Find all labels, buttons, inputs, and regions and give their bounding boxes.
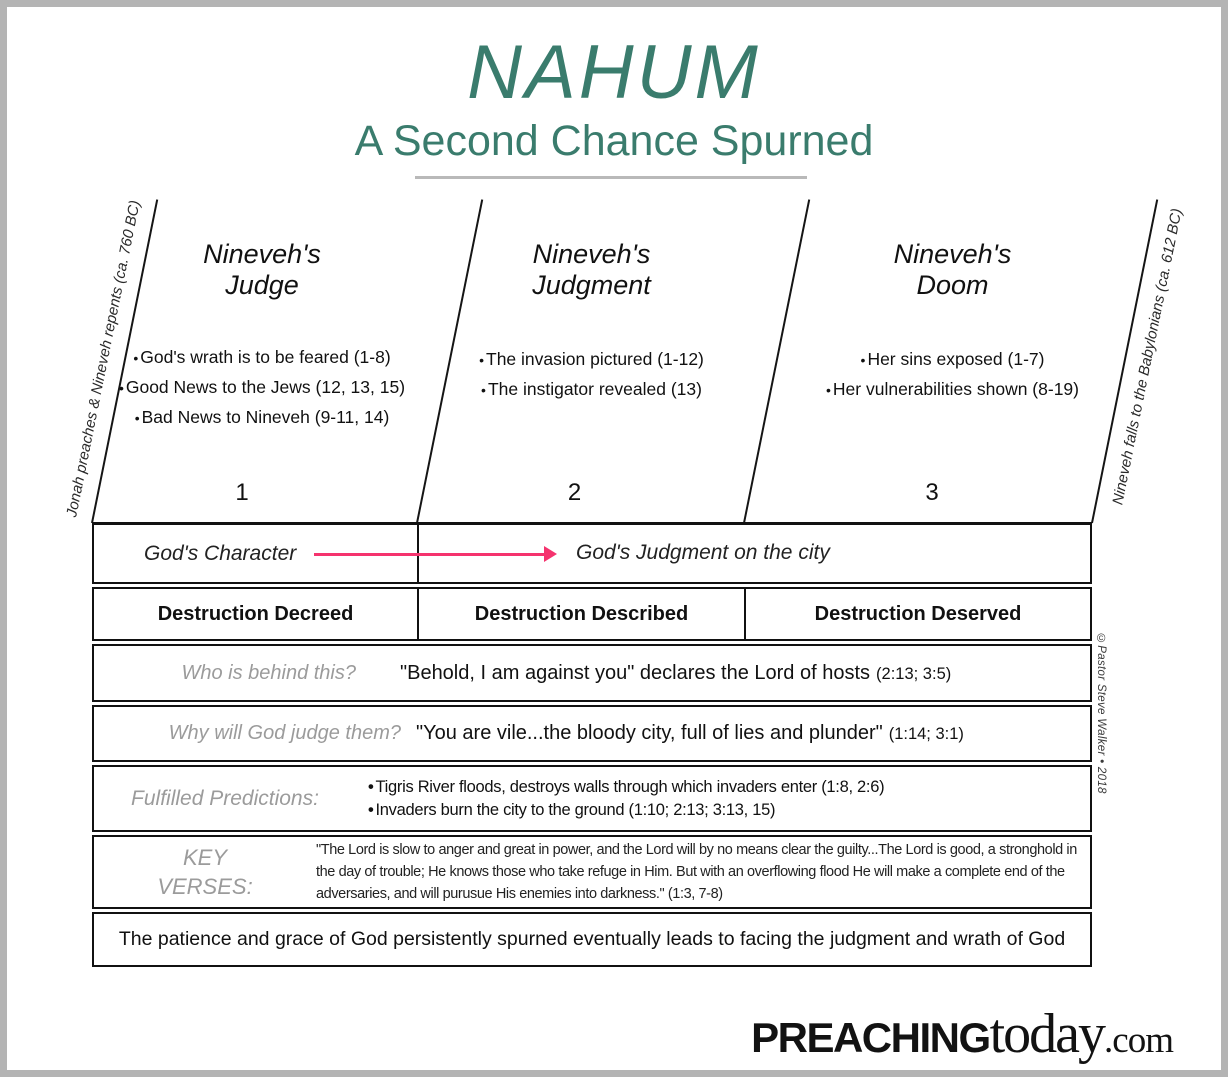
column-ninevehs-judgment [439, 239, 744, 405]
row-destruction [92, 587, 1092, 641]
column-title-line1: Nineveh's [203, 239, 321, 269]
logo-preaching: PREACHING [751, 1014, 990, 1061]
verse-reference: (2:13; 3:5) [876, 664, 952, 683]
title-underline [415, 176, 807, 179]
quote-text: "You are vile...the bloody city, full of lies and plunder" [416, 722, 883, 744]
key-verses-text: "The Lord is slow to anger and great in power, and the Lord will by no means clear the guilty...The Lord is good, a stronghold in the day of trouble; He knows those who take refuge in Him. But with an overflowing flood He will make a complete end of the adversaries, and will purusue His enemies into darkness." (1:3, 7-8) [316, 842, 1077, 902]
question-label: Who is behind this? [181, 661, 356, 684]
column-bullets [795, 345, 1110, 405]
column-title-line1: Nineveh's [893, 239, 1012, 269]
pink-arrow-line [314, 553, 546, 556]
logo-today: today [989, 1003, 1105, 1065]
gods-judgment-label: God's Judgment on the city [576, 541, 830, 564]
predictions-label: Fulfilled Predictions: [131, 786, 319, 810]
column-title-line2: Judge [225, 270, 299, 300]
column-title-line2: Judgment [532, 270, 651, 300]
timeline-left-label: Jonah preaches & Nineveh repents (ca. 760 BC) [63, 198, 144, 519]
chapter-number-2: 2 [567, 479, 582, 506]
predictions-list [368, 776, 884, 822]
bullet-item: • Her vulnerabilities shown (8-19) [795, 375, 1110, 405]
chapter-number-3: 3 [925, 479, 939, 506]
column-ninevehs-judge [107, 239, 417, 433]
column-bullets [107, 343, 417, 433]
key-verses-label [94, 843, 316, 901]
row-key-verses [92, 835, 1092, 909]
destruction-decreed-cell: Destruction Decreed [94, 589, 419, 639]
page-subtitle: A Second Chance Spurned [354, 117, 874, 165]
column-title-line1: Nineveh's [532, 239, 651, 269]
quote-text: "Behold, I am against you" declares the Lord of hosts [400, 661, 871, 684]
row-who-is-behind [92, 644, 1092, 702]
column-ninevehs-doom [795, 239, 1110, 405]
question-label: Why will God judge them? [168, 722, 401, 744]
bullet-item: • Good News to the Jews (12, 13, 15) [107, 373, 417, 403]
row-fulfilled-predictions [92, 765, 1092, 832]
row-summary-statement [92, 912, 1092, 967]
chapter-number-1: 1 [235, 479, 249, 506]
bullet-item: • The instigator revealed (13) [439, 375, 744, 405]
bullet-item: • Her sins exposed (1-7) [795, 345, 1110, 375]
summary-statement: The patience and grace of God persistently spurned eventually leads to facing the judgment and wrath of God [118, 928, 1066, 950]
column-title [439, 239, 744, 301]
bullet-item: • God's wrath is to be feared (1-8) [107, 343, 417, 373]
timeline-right-label: Nineveh falls to the Babylonians (ca. 612 BC) [1109, 207, 1186, 507]
answer-text [400, 662, 951, 685]
destruction-deserved-cell: Destruction Deserved [814, 602, 1022, 625]
prediction-item: • Invaders burn the city to the ground (1:10; 2:13; 3:13, 15) [368, 799, 884, 822]
bullet-item: • Bad News to Nineveh (9-11, 14) [107, 403, 417, 433]
column-title [107, 239, 417, 301]
answer-text [416, 722, 964, 745]
column-title-line2: Doom [916, 270, 989, 300]
column-title [795, 239, 1110, 301]
summary-table [92, 522, 1092, 970]
prediction-item: • Tigris River floods, destroys walls through which invaders enter (1:8, 2:6) [368, 776, 884, 799]
verse-reference: (1:14; 3:1) [888, 725, 964, 743]
pink-arrow-head-icon [544, 546, 557, 562]
bullet-item: • The invasion pictured (1-12) [439, 345, 744, 375]
key-verses-label-line1: KEY [182, 845, 228, 870]
page-title: NAHUM [467, 30, 761, 115]
logo-dotcom: .com [1104, 1020, 1173, 1061]
key-verses-label-line2: VERSES: [157, 874, 253, 899]
copyright-text: ©Pastor Steve Walker • 2018 [1095, 633, 1107, 794]
preachingtoday-logo [751, 1002, 1173, 1066]
destruction-described-cell: Destruction Described [419, 589, 746, 639]
row-why-judge [92, 705, 1092, 762]
gods-character-label: God's Character [144, 541, 297, 565]
row-gods-character [92, 522, 1092, 584]
column-bullets [439, 345, 744, 405]
